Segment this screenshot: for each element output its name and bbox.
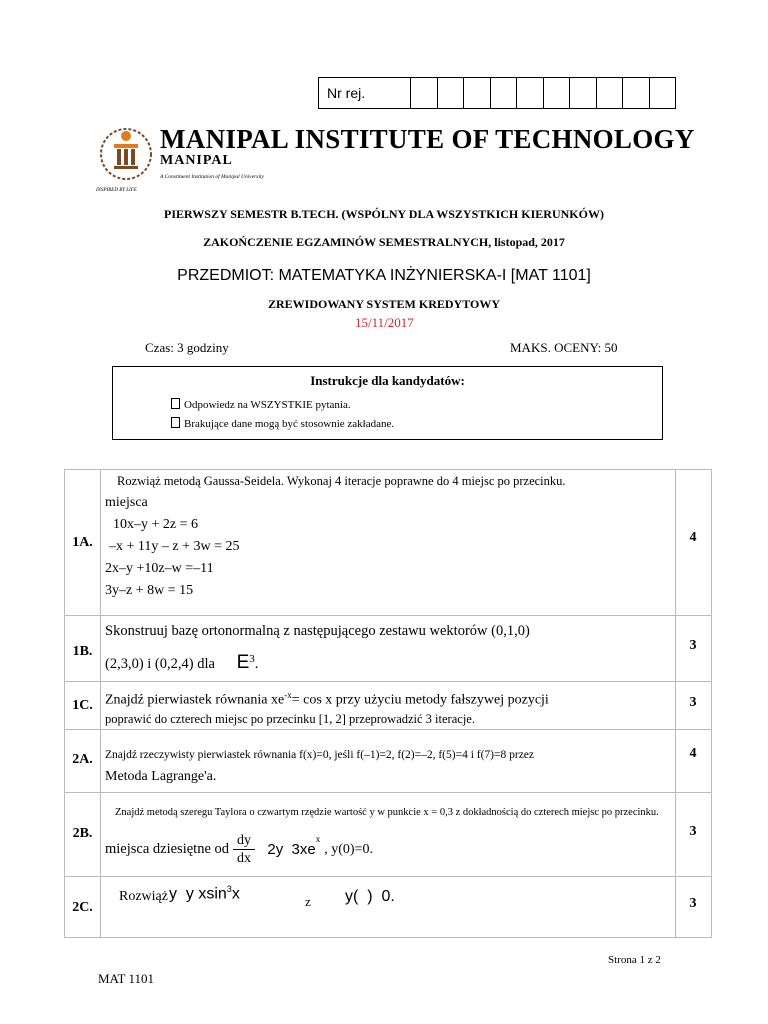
row-divider — [65, 729, 711, 730]
question-marks: 4 — [689, 746, 697, 761]
registration-cell — [623, 78, 650, 108]
question-text — [105, 617, 669, 678]
question-prompt-cont — [105, 645, 669, 678]
bullet-box-icon — [171, 417, 180, 428]
row-divider — [65, 876, 711, 877]
initial-condition — [345, 888, 395, 906]
math-tail: . — [254, 655, 259, 672]
prompt-fragment: (2,3,0) i (0,2,4) dla — [105, 655, 215, 672]
instructions-title: Instrukcje dla kandydatów: — [310, 373, 465, 388]
instruction-item — [171, 417, 394, 430]
question-marks: 3 — [689, 695, 697, 710]
math-tail: , y(0)=0. — [324, 841, 373, 857]
row-divider — [65, 792, 711, 793]
fraction-denominator: dx — [237, 851, 252, 866]
question-text — [105, 470, 677, 602]
question-prompt: Rozwiąż — [119, 889, 168, 904]
derivative-fraction — [233, 832, 255, 867]
question-text — [105, 806, 745, 820]
math-expression: y y xsin — [169, 885, 227, 903]
math-symbol: E — [236, 651, 250, 673]
math-expression: x — [231, 885, 240, 903]
question-marks: 4 — [689, 530, 697, 545]
question-prompt — [105, 686, 671, 710]
question-prompt: Skonstruuj bazę ortonormalną z następującego zestawu wektorów (0,1,0) — [105, 623, 530, 639]
fraction-numerator: dy — [237, 833, 252, 848]
registration-cell — [544, 78, 571, 108]
question-prompt-cont: miejsca — [105, 495, 148, 510]
question-marks: 3 — [689, 638, 697, 653]
question-prompt: Znajdź metodą szeregu Taylora o czwartym rzędzie wartość y w punkcie x = 0,3 z dokładnością do czterech miejsc po przecinku. — [115, 807, 659, 818]
exam-semester-heading: PIERWSZY SEMESTR B.TECH. (WSPÓLNY DLA WSZYSTKICH KIERUNKÓW) — [164, 207, 604, 221]
credit-system: ZREWIDOWANY SYSTEM KREDYTOWY — [267, 297, 501, 311]
instruction-text: Odpowiedz na WSZYSTKIE pytania. — [184, 399, 351, 411]
max-marks: MAKS. OCENY: 50 — [510, 340, 618, 355]
institute-logo-icon — [98, 124, 154, 186]
question-prompt: Znajdź rzeczywisty pierwiastek równania f(x)=0, jeśli f(–1)=2, f(2)=–2, f(5)=4 i f(7)=8 przez — [105, 749, 535, 761]
course-code: MAT 1101 — [98, 971, 154, 986]
equation: 10x–y + 2z = 6 — [113, 517, 199, 532]
question-prompt-cont: poprawić do czterech miejsc po przecinku [1, 2] przeprowadzić 3 iteracje. — [105, 711, 475, 726]
equation: 2x–y +10z–w =–11 — [105, 561, 214, 576]
instructions-box — [112, 366, 663, 440]
institute-subname: MANIPAL — [160, 153, 233, 168]
math-tail: . — [390, 888, 395, 905]
registration-cell — [411, 78, 438, 108]
math-superscript: 3 — [226, 884, 232, 894]
question-marks: 3 — [689, 896, 697, 911]
question-text — [119, 889, 168, 905]
prompt-fragment: Znajdź pierwiastek równania xe — [105, 692, 285, 708]
row-divider — [65, 615, 711, 616]
registration-cell — [464, 78, 491, 108]
question-text — [105, 744, 671, 788]
equation: 3y–z + 8w = 15 — [105, 583, 194, 598]
institute-name: MANIPAL INSTITUTE OF TECHNOLOGY — [160, 124, 695, 154]
question-prompt-cont: Metoda Lagrange'a. — [105, 769, 217, 784]
exam-duration: Czas: 3 godziny — [145, 340, 229, 355]
page-number: Strona 1 z 2 — [608, 954, 661, 966]
question-number: 1A. — [72, 535, 93, 550]
row-divider — [65, 681, 711, 682]
connector-word: z — [305, 894, 311, 909]
registration-cell — [570, 78, 597, 108]
registration-label: Nr rej. — [319, 78, 411, 108]
question-prompt: Rozwiąż metodą Gaussa-Seidela. Wykonaj 4 iteracje poprawne do 4 miejsc po przecinku. — [117, 474, 566, 488]
bullet-box-icon — [171, 398, 180, 409]
question-text — [105, 686, 671, 728]
column-divider — [100, 470, 101, 937]
institute-tagline: A Constituent Institution of Manipal University — [160, 174, 264, 180]
prompt-fragment: = cos x przy użyciu metody fałszywej pozycji — [291, 692, 549, 708]
prompt-fragment: miejsca dziesiętne od — [105, 841, 230, 857]
instruction-item — [171, 398, 351, 411]
registration-cell — [650, 78, 676, 108]
exam-session-heading: ZAKOŃCZENIE EGZAMINÓW SEMESTRALNYCH, listopad, 2017 — [203, 235, 565, 249]
subject-title: PRZEDMIOT: MATEMATYKA INŻYNIERSKA-I [MAT 1101] — [177, 267, 591, 284]
math-superscript: x — [315, 834, 321, 844]
math-expression: y( ) 0 — [345, 888, 391, 905]
question-number: 2C. — [72, 900, 93, 915]
logo-tagline: INSPIRED BY LIFE — [96, 188, 137, 193]
question-number: 2A. — [72, 752, 93, 767]
equation: –x + 11y – z + 3w = 25 — [109, 539, 240, 554]
registration-cell — [438, 78, 465, 108]
registration-cell — [491, 78, 518, 108]
registration-cell — [517, 78, 544, 108]
question-number: 1B. — [72, 644, 93, 659]
instruction-text: Brakujące dane mogą być stosownie zakładane. — [184, 418, 395, 430]
ode-expression — [169, 884, 240, 903]
registration-cell — [597, 78, 624, 108]
questions-table — [64, 469, 712, 938]
prompt-superscript: -x — [284, 690, 292, 700]
math-superscript: 3 — [249, 653, 255, 665]
question-number: 1C. — [72, 698, 93, 713]
taylor-equation — [105, 832, 373, 867]
question-marks: 3 — [689, 824, 697, 839]
exam-date: 15/11/2017 — [355, 315, 414, 330]
registration-box — [318, 77, 676, 109]
question-number: 2B. — [72, 826, 93, 841]
math-expression: 2y 3xe — [259, 841, 316, 858]
